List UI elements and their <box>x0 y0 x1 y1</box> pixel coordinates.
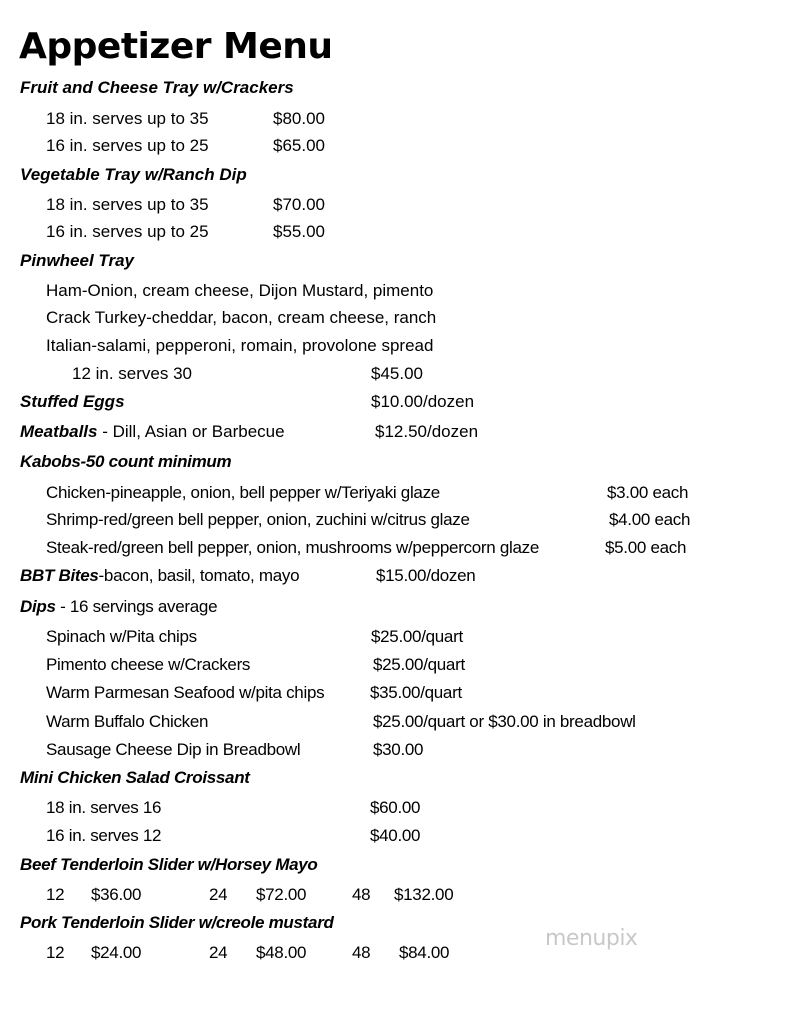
price: $48.00 <box>256 943 307 962</box>
size-label: 12 in. serves 30 <box>72 364 193 383</box>
item-name: Warm Parmesan Seafood w/pita chips <box>46 683 325 702</box>
item-name: Warm Buffalo Chicken <box>46 712 209 731</box>
quantity: 48 <box>352 885 371 904</box>
item-description: Ham-Onion, cream cheese, Dijon Mustard, pimento <box>46 281 434 300</box>
item-description: Crack Turkey-cheddar, bacon, cream cheese, ranch <box>46 308 437 327</box>
price: $12.50/dozen <box>375 422 479 441</box>
section-heading: Fruit and Cheese Tray w/Crackers <box>20 78 294 97</box>
price: $60.00 <box>370 798 421 817</box>
size-label: 18 in. serves up to 35 <box>46 195 209 214</box>
price: $70.00 <box>273 195 325 214</box>
quantity: 12 <box>46 943 65 962</box>
section-heading: Mini Chicken Salad Croissant <box>20 768 250 787</box>
quantity: 24 <box>209 943 228 962</box>
item-name: Spinach w/Pita chips <box>46 627 197 646</box>
item-name: Sausage Cheese Dip in Breadbowl <box>46 740 301 759</box>
page-title: Appetizer Menu <box>19 26 333 67</box>
section-heading: Meatballs <box>20 422 98 441</box>
item-description: Shrimp-red/green bell pepper, onion, zuchini w/citrus glaze <box>46 510 470 529</box>
price: $3.00 each <box>607 483 689 502</box>
meatballs-line <box>20 422 285 442</box>
item-description: -bacon, basil, tomato, mayo <box>98 566 300 585</box>
section-heading: Pinwheel Tray <box>20 251 135 270</box>
bbt-line <box>20 566 299 586</box>
item-description: - 16 servings average <box>55 597 218 616</box>
item-description: Italian-salami, pepperoni, romain, provolone spread <box>46 336 434 355</box>
dips-line <box>20 597 217 617</box>
quantity: 12 <box>46 885 65 904</box>
item-name: Pimento cheese w/Crackers <box>46 655 251 674</box>
price: $40.00 <box>370 826 421 845</box>
section-heading: Kabobs-50 count minimum <box>20 452 232 471</box>
price: $45.00 <box>371 364 423 383</box>
price: $80.00 <box>273 109 325 128</box>
quantity: 48 <box>352 943 371 962</box>
price: $25.00/quart <box>371 627 463 646</box>
section-heading: Vegetable Tray w/Ranch Dip <box>20 165 247 184</box>
price: $132.00 <box>394 885 454 904</box>
price: $4.00 each <box>609 510 691 529</box>
price: $24.00 <box>91 943 142 962</box>
price: $5.00 each <box>605 538 687 557</box>
price: $36.00 <box>91 885 142 904</box>
section-heading: Beef Tenderloin Slider w/Horsey Mayo <box>20 855 318 874</box>
price: $15.00/dozen <box>376 566 476 585</box>
item-description: Steak-red/green bell pepper, onion, mushrooms w/peppercorn glaze <box>46 538 539 557</box>
quantity: 24 <box>209 885 228 904</box>
price: $72.00 <box>256 885 307 904</box>
size-label: 16 in. serves up to 25 <box>46 136 209 155</box>
size-label: 18 in. serves up to 35 <box>46 109 209 128</box>
section-heading: Stuffed Eggs <box>20 392 125 411</box>
price: $65.00 <box>273 136 325 155</box>
price: $10.00/dozen <box>371 392 475 411</box>
watermark-logo: menupix <box>545 926 638 951</box>
price: $55.00 <box>273 222 325 241</box>
section-heading: Dips <box>20 597 56 616</box>
price: $84.00 <box>399 943 450 962</box>
item-description: Chicken-pineapple, onion, bell pepper w/Teriyaki glaze <box>46 483 440 502</box>
price: $25.00/quart <box>373 655 465 674</box>
size-label: 18 in. serves 16 <box>46 798 162 817</box>
item-description: - Dill, Asian or Barbecue <box>97 422 285 441</box>
size-label: 16 in. serves 12 <box>46 826 162 845</box>
price: $35.00/quart <box>370 683 462 702</box>
price: $30.00 <box>373 740 424 759</box>
price: $25.00/quart or $30.00 in breadbowl <box>373 712 636 731</box>
section-heading: Pork Tenderloin Slider w/creole mustard <box>20 913 334 932</box>
section-heading: BBT Bites <box>20 566 99 585</box>
size-label: 16 in. serves up to 25 <box>46 222 209 241</box>
